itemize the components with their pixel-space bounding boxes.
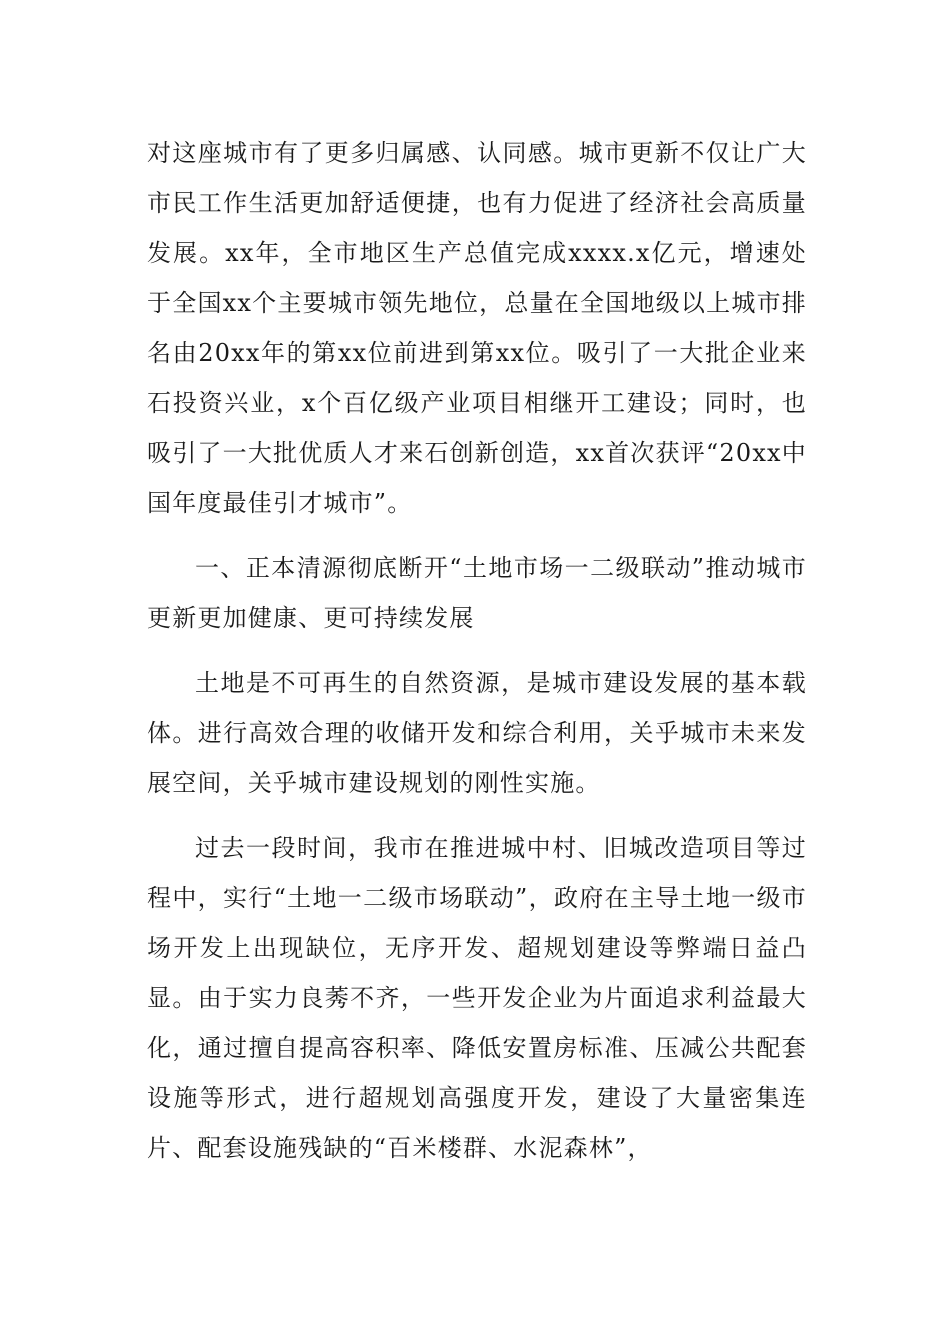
paragraph-city-renewal-results: 对这座城市有了更多归属感、认同感。城市更新不仅让广大市民工作生活更加舒适便捷，也有力促进了经济社会高质量发展。xx年，全市地区生产总值完成xxxx.x亿元，增速处于全国xx个主要城市领先地位，总量在全国地级以上城市排名由20xx年的第xx位前进到第xx位。吸引了一大批企业来石投资兴业，x个百亿级产业项目相继开工建设；同时，也吸引了一大批优质人才来石创新创造，xx首次获评“20xx中国年度最佳引才城市”。 (147, 139, 807, 517)
section-heading-one: 一、正本清源彻底断开“土地市场一二级联动”推动城市更新更加健康、更可持续发展 (147, 554, 807, 632)
document-body (147, 128, 807, 1188)
paragraph-land-resource: 土地是不可再生的自然资源，是城市建设发展的基本载体。进行高效合理的收储开发和综合利用，关乎城市未来发展空间，关乎城市建设规划的刚性实施。 (147, 669, 807, 797)
paragraph-past-problems: 过去一段时间，我市在推进城中村、旧城改造项目等过程中，实行“土地一二级市场联动”，政府在主导土地一级市场开发上出现缺位，无序开发、超规划建设等弊端日益凸显。由于实力良莠不齐，一些开发企业为片面追求利益最大化，通过擅自提高容积率、降低安置房标准、压减公共配套设施等形式，进行超规划高强度开发，建设了大量密集连片、配套设施残缺的“百米楼群、水泥森林”， (147, 834, 807, 1162)
